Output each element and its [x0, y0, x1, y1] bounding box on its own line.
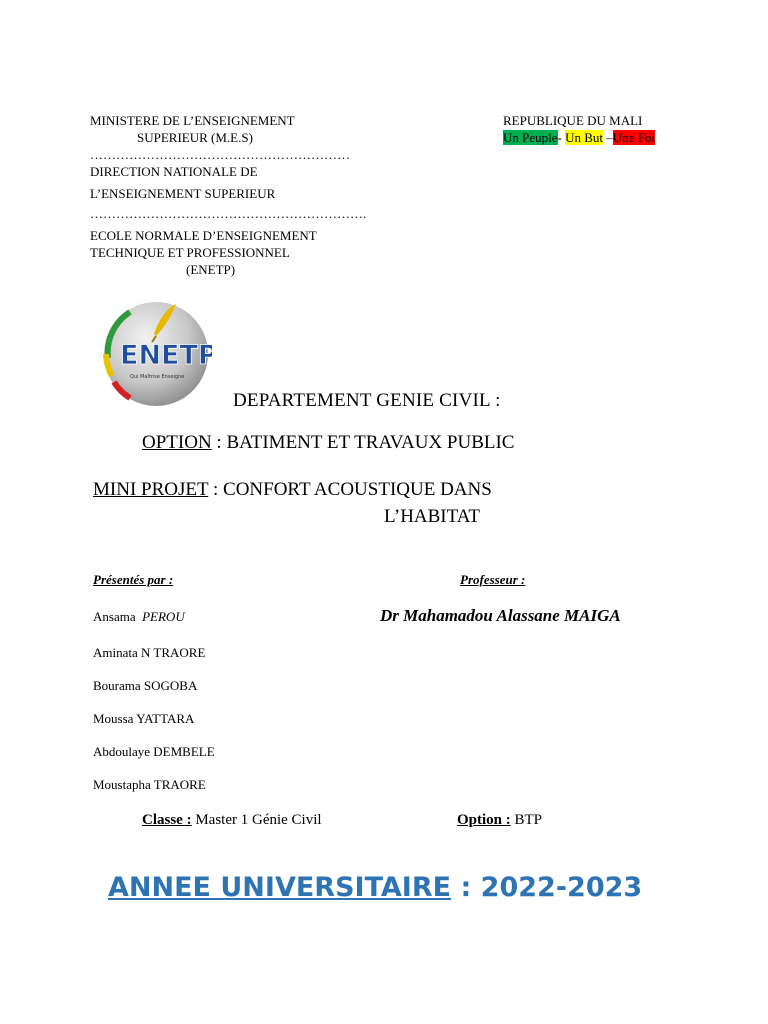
school-line: ECOLE NORMALE D’ENSEIGNEMENT: [90, 228, 317, 243]
student-item: [93, 645, 205, 661]
ministry-separator: ……………………………………………………….: [90, 206, 367, 221]
student-first-name: Bourama: [93, 678, 141, 693]
annee-label: ANNEE UNIVERSITAIRE: [108, 872, 452, 903]
student-last-name: TRAORE: [153, 645, 206, 660]
student-item: [93, 744, 215, 760]
professeur-label: Professeur :: [460, 572, 526, 587]
ministry-header: [90, 112, 366, 278]
enetp-logo-graphic: [100, 298, 212, 408]
ministry-line: MINISTERE DE L’ENSEIGNEMENT: [90, 113, 295, 128]
school-line: TECHNIQUE ET PROFESSIONNEL: [90, 245, 290, 260]
ministry-line: L’ENSEIGNEMENT SUPERIEUR: [90, 186, 276, 201]
motto-part-3: Une Foi: [612, 130, 656, 145]
motto-part-1: Un Peuple: [503, 130, 558, 145]
school-acronym: (ENETP): [186, 262, 236, 277]
motto-separator: -: [557, 130, 566, 145]
student-first-name: Ansama: [93, 609, 136, 624]
national-motto: [503, 129, 655, 146]
option-line: [142, 432, 514, 454]
option-btp-line: [457, 812, 542, 829]
student-last-name: SOGOBA: [143, 678, 198, 693]
professeur-name: Dr Mahamadou Alassane MAIGA: [380, 606, 621, 625]
student-item: [93, 711, 194, 727]
mini-projet-line: [93, 479, 492, 501]
motto-separator: –: [603, 130, 613, 145]
option2-value: BTP: [510, 812, 543, 828]
logo-text: ENETP: [120, 340, 212, 371]
ministry-line: DIRECTION NATIONALE DE: [90, 164, 258, 179]
ministry-line: SUPERIEUR (M.E.S): [137, 130, 253, 145]
option2-label: Option :: [457, 812, 511, 828]
logo-tagline: Qui Maîtrise Enseigne: [130, 374, 185, 380]
classe-value: Master 1 Génie Civil: [191, 812, 322, 828]
annee-universitaire: [108, 872, 642, 903]
classe-label: Classe :: [142, 812, 192, 828]
mini-projet-value-line2: L’HABITAT: [384, 506, 480, 527]
motto-part-2: Un But: [565, 130, 604, 145]
student-last-name: TRAORE: [153, 777, 206, 792]
ministry-separator: ……………………………………………………: [90, 147, 350, 162]
student-last-name: PEROU: [142, 609, 185, 624]
option-label: OPTION: [142, 432, 212, 453]
republic-title: REPUBLIQUE DU MALI: [503, 113, 643, 128]
student-first-name: Abdoulaye: [93, 744, 151, 759]
student-last-name: DEMBELE: [153, 744, 215, 759]
annee-value: : 2022-2023: [451, 872, 643, 903]
mini-projet-label: MINI PROJET: [93, 479, 209, 500]
mini-projet-value: : CONFORT ACOUSTIQUE DANS: [208, 479, 492, 500]
option-value: : BATIMENT ET TRAVAUX PUBLIC: [211, 432, 515, 453]
student-item: [93, 678, 197, 694]
student-first-name: Aminata N: [93, 645, 151, 660]
student-item: [93, 777, 206, 793]
student-first-name: Moussa: [93, 711, 134, 726]
student-first-name: Moustapha: [93, 777, 151, 792]
student-item: [93, 609, 185, 625]
enetp-logo: [100, 298, 212, 408]
department-title: DEPARTEMENT GENIE CIVIL :: [233, 390, 501, 411]
republic-header: [503, 112, 655, 146]
student-last-name: YATTARA: [136, 711, 195, 726]
classe-line: [142, 812, 322, 829]
presentes-label: Présentés par :: [93, 572, 174, 587]
